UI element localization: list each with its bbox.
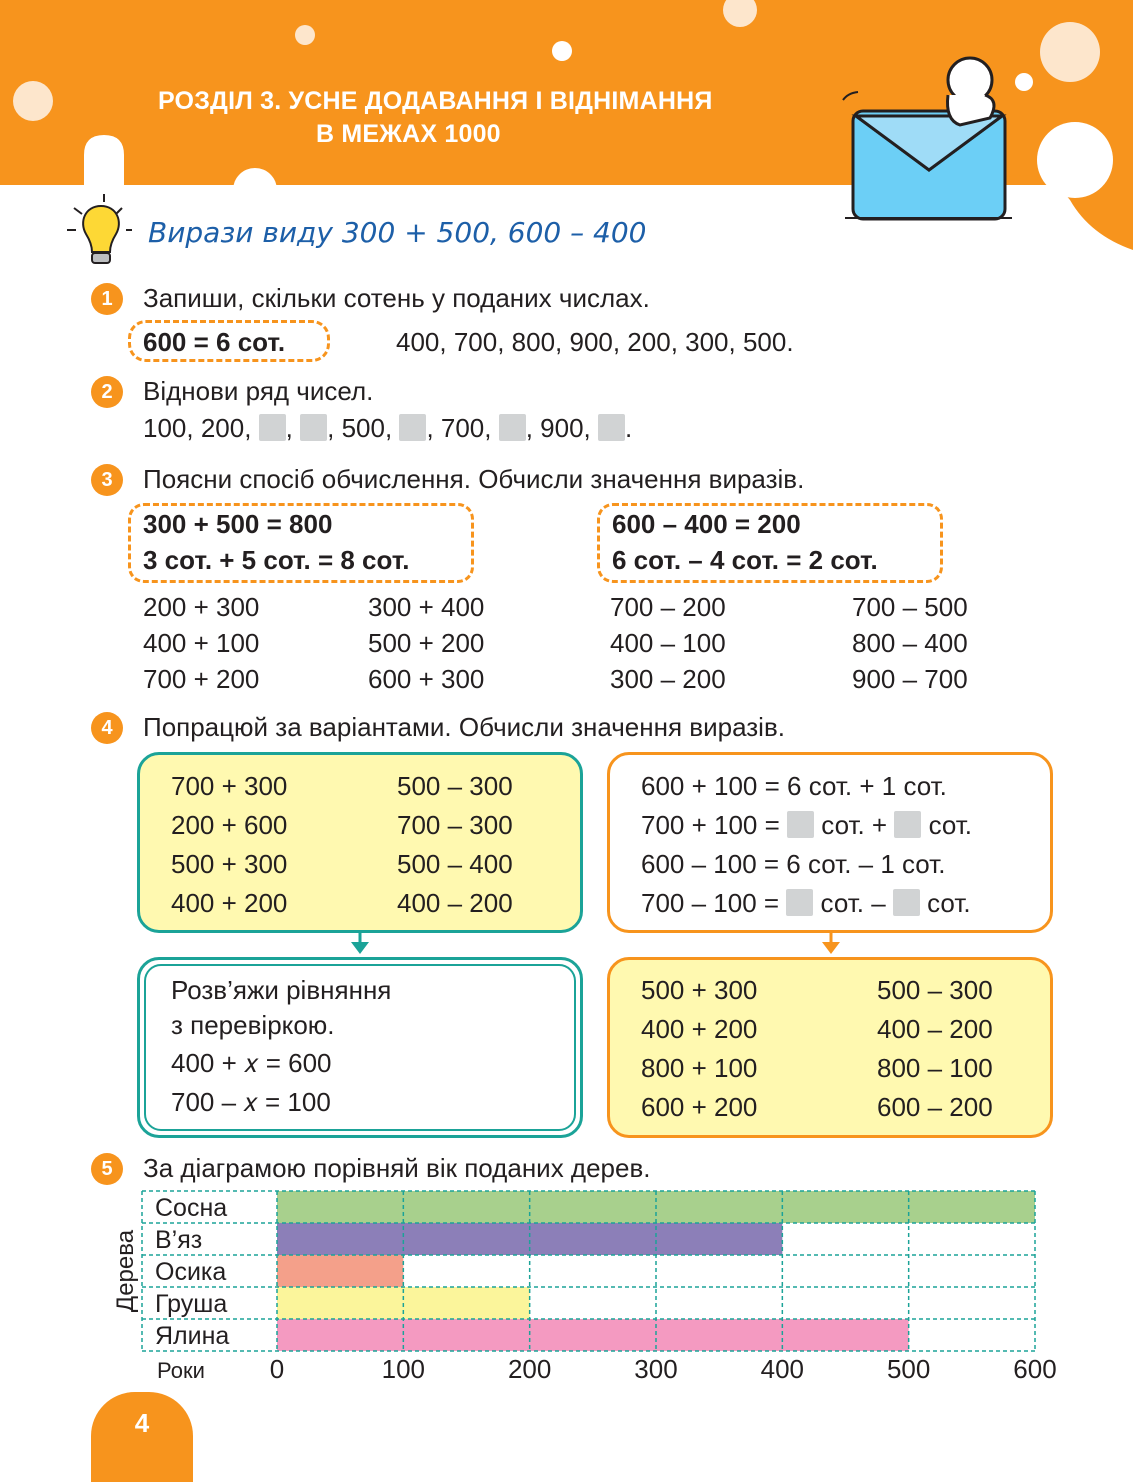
chapter-title-line1: РОЗДІЛ 3. УСНЕ ДОДАВАННЯ І ВІДНІМАННЯ	[158, 87, 713, 115]
task3-example1-line1: 300 + 500 = 800	[143, 509, 333, 539]
expression: 500 – 300	[877, 975, 993, 1005]
tick-label: 400	[760, 1354, 805, 1384]
task1-text: Запиши, скільки сотень у поданих числах.	[143, 283, 650, 313]
seq-part: , 500,	[327, 413, 393, 443]
expression: 600 + 300	[368, 664, 485, 694]
task-number-4: 4	[91, 712, 123, 744]
lightbulb-icon	[64, 190, 134, 270]
expression: 500 + 300	[171, 849, 288, 879]
expression: 600 + 200	[641, 1092, 758, 1122]
chapter-title-line2: В МЕЖАХ 1000	[316, 120, 501, 148]
expr-part: сот.	[927, 888, 971, 918]
chart-category-labels	[155, 1194, 229, 1350]
expr-part: 700 – 100 =	[641, 888, 780, 918]
expression: 400 + 100	[143, 628, 260, 658]
expression: 700 + 300	[171, 771, 288, 801]
expression: 400 – 200	[877, 1014, 993, 1044]
equation-instruction-line2: з перевіркою.	[171, 1010, 335, 1040]
hundreds-line1: 600 + 100 = 6 сот. + 1 сот.	[641, 771, 947, 801]
expression: 200 + 600	[171, 810, 288, 840]
task-number-1: 1	[91, 283, 123, 315]
expression: 400 – 200	[397, 888, 513, 918]
expression: 700 – 200	[610, 592, 726, 622]
category-label: Осика	[155, 1258, 227, 1286]
hundreds-line3: 600 – 100 = 6 сот. – 1 сот.	[641, 849, 946, 879]
answer-square[interactable]	[786, 889, 813, 916]
expression: 400 + 200	[171, 888, 288, 918]
answer-square[interactable]	[259, 414, 286, 441]
lesson-subtitle: Вирази виду 300 + 500, 600 – 400	[148, 216, 647, 249]
answer-square[interactable]	[598, 414, 625, 441]
tick-label: 100	[381, 1354, 426, 1384]
seq-part: , 900,	[525, 413, 591, 443]
chapter-header	[0, 0, 1133, 250]
expression: 200 + 300	[143, 592, 260, 622]
expression: 300 + 400	[368, 592, 485, 622]
category-label: В’яз	[155, 1226, 203, 1254]
expression: 500 + 300	[641, 975, 758, 1005]
task3-example2-line2: 6 сот. – 4 сот. = 2 сот.	[612, 545, 878, 575]
expression: 700 – 500	[852, 592, 968, 622]
task3-example2-line1: 600 – 400 = 200	[612, 509, 801, 539]
expression: 700 – 300	[397, 810, 513, 840]
expression: 500 – 400	[397, 849, 513, 879]
expression: 400 + 200	[641, 1014, 758, 1044]
seq-part: .	[625, 413, 633, 443]
answer-square[interactable]	[894, 811, 921, 838]
seq-part: 100, 200,	[143, 413, 252, 443]
task3-example1-line2: 3 сот. + 5 сот. = 8 сот.	[143, 545, 410, 575]
hundreds-line2	[641, 810, 972, 840]
answer-square[interactable]	[893, 889, 920, 916]
header-background	[0, 0, 1133, 250]
tick-label: 500	[886, 1354, 931, 1384]
task1-example: 600 = 6 сот.	[143, 327, 286, 357]
expr-part: сот.	[928, 810, 973, 840]
arrow-down-icon	[345, 930, 375, 956]
task-number-5: 5	[91, 1153, 123, 1185]
expr-part: сот. +	[821, 810, 888, 840]
chart-xlabel: Роки	[157, 1358, 205, 1383]
task1-numbers: 400, 700, 800, 900, 200, 300, 500.	[396, 327, 794, 357]
tick-label: 0	[269, 1354, 285, 1384]
task5-text: За діаграмою порівняй вік поданих дерев.	[143, 1153, 651, 1183]
seq-part: ,	[285, 413, 293, 443]
category-label: Груша	[155, 1290, 228, 1318]
expression: 600 – 200	[877, 1092, 993, 1122]
task-number-3: 3	[91, 464, 123, 496]
expression: 900 – 700	[852, 664, 968, 694]
bar-2	[277, 1255, 403, 1287]
task-number-2: 2	[91, 376, 123, 408]
expression: 300 – 200	[610, 664, 726, 694]
bar-4	[277, 1319, 909, 1351]
expression: 700 + 200	[143, 664, 260, 694]
category-label: Ялина	[155, 1322, 230, 1350]
expression: 500 + 200	[368, 628, 485, 658]
equation-instruction-line1: Розв’яжи рівняння	[171, 975, 392, 1005]
tick-label: 200	[507, 1354, 552, 1384]
task3-text: Поясни спосіб обчислення. Обчисли значення виразів.	[143, 464, 805, 494]
hundreds-line4	[641, 888, 971, 918]
expression: 400 – 100	[610, 628, 726, 658]
answer-square[interactable]	[499, 414, 526, 441]
arrow-down-icon	[816, 930, 846, 956]
expression: 800 – 100	[877, 1053, 993, 1083]
task2-sequence	[143, 413, 632, 443]
answer-square[interactable]	[399, 414, 426, 441]
page-number: 4	[91, 1392, 193, 1482]
expr-part: 700 + 100 =	[641, 810, 780, 840]
tick-label: 300	[634, 1354, 678, 1384]
answer-square[interactable]	[300, 414, 327, 441]
category-label: Сосна	[155, 1194, 228, 1222]
chart-ylabel: Дерева	[112, 1229, 139, 1313]
expression: 500 – 300	[397, 771, 513, 801]
seq-part: , 700,	[426, 413, 492, 443]
task2-text: Віднови ряд чисел.	[143, 376, 374, 406]
task4-text: Попрацюй за варіантами. Обчисли значення виразів.	[143, 712, 785, 742]
tree-age-chart	[100, 1185, 1080, 1390]
expression: 800 – 400	[852, 628, 968, 658]
equation1: 400 + 𝑥 = 600	[171, 1048, 332, 1078]
tick-label: 600	[1013, 1354, 1057, 1384]
expression: 800 + 100	[641, 1053, 758, 1083]
expr-part: сот. –	[820, 888, 886, 918]
answer-square[interactable]	[787, 811, 814, 838]
equation2: 700 – 𝑥 = 100	[171, 1087, 331, 1117]
chart-tick-labels	[270, 1354, 1057, 1384]
